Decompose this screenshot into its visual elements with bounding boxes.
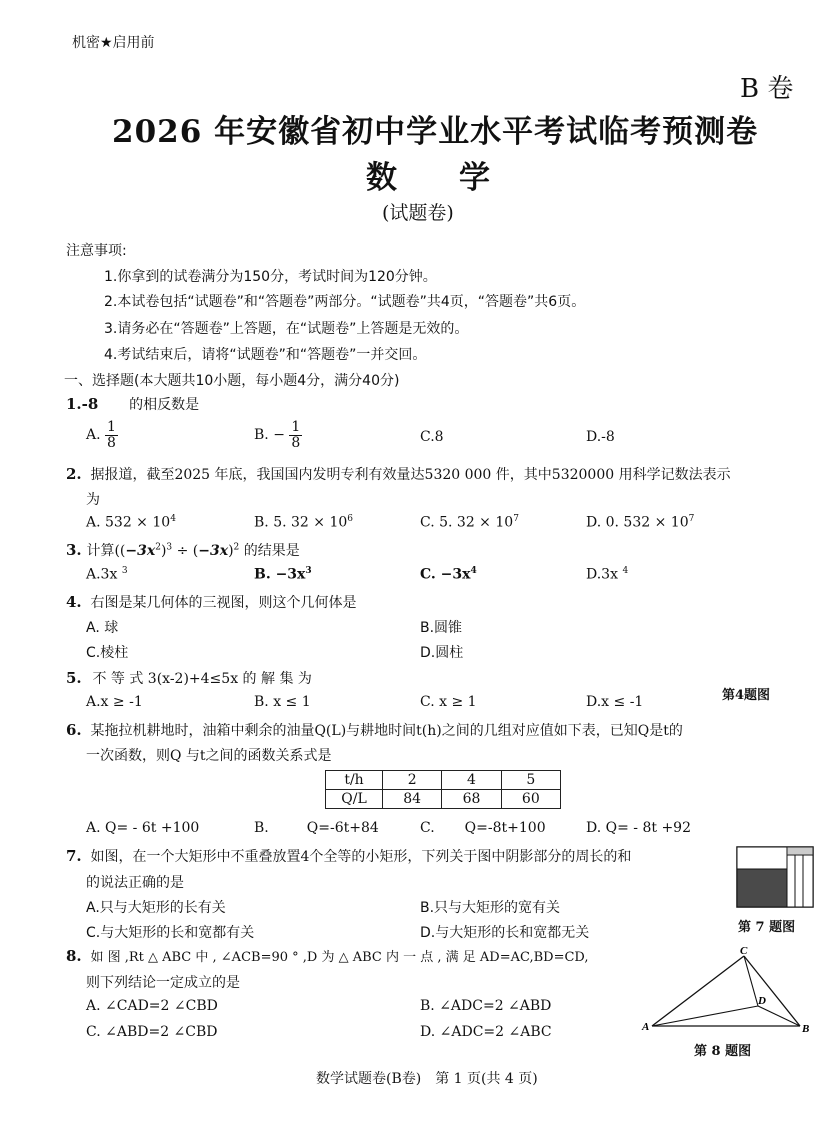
question-stem: 某拖拉机耕地时，油箱中剩余的油量Q(L)与耕地时间t(h)之间的几组对应值如下表，已知Q是t的 — [90, 723, 683, 739]
option-c[interactable]: C. Q=-8t+100 — [420, 820, 546, 836]
question-stem-cont: 则下列结论一定成立的是 — [86, 975, 240, 991]
question-stem-cont: 为 — [86, 492, 100, 508]
question-number: 4. — [66, 593, 82, 611]
option-c[interactable]: C.8 — [420, 429, 444, 445]
notice-item: 4.考试结束后，请将“试题卷”和“答题卷”一并交回。 — [104, 347, 427, 363]
question-1 — [66, 394, 199, 414]
question-stem: 如 图 ,Rt △ ABC 中 , ∠ACB=90 ° ,D 为 △ ABC 内 一 点 , 满 足 AD=AC,BD=CD, — [90, 950, 589, 965]
question-5 — [66, 668, 312, 688]
option-a[interactable]: A.只与大矩形的长有关 — [86, 900, 226, 916]
figure-7-rectangles — [736, 846, 814, 908]
notice-item: 3.请务必在“答题卷”上答题，在“试题卷”上答题是无效的。 — [104, 321, 469, 337]
question-stem-cont: 一次函数，则Q 与t之间的函数关系式是 — [86, 748, 332, 764]
section-heading: 一、选择题(本大题共10小题，每小题4分，满分40分) — [64, 373, 400, 389]
subtitle: (试题卷) — [382, 202, 454, 224]
question-stem-cont: 的说法正确的是 — [86, 875, 184, 891]
question-number: 8. — [66, 947, 82, 965]
notice-item: 2.本试卷包括“试题卷”和“答题卷”两部分。“试题卷”共4页，“答题卷”共6页。 — [104, 294, 586, 310]
option-d[interactable]: D.3x $^4$ — [586, 566, 629, 583]
option-a[interactable]: A.x ≥ -1 — [86, 694, 143, 710]
table-cell: 5 — [501, 771, 560, 790]
question-3 — [66, 540, 300, 560]
data-table — [325, 770, 561, 809]
option-b[interactable]: B.只与大矩形的宽有关 — [420, 900, 561, 916]
question-number: 7. — [66, 847, 82, 865]
notice-item: 1.你拿到的试卷满分为150分，考试时间为120分钟。 — [104, 269, 437, 285]
question-7 — [66, 846, 631, 866]
question-6 — [66, 720, 683, 740]
option-c[interactable]: C.与大矩形的长和宽都有关 — [86, 925, 255, 941]
question-stem: 计算($(-3x^2)^3 \div (-3x)^2$ 的结果是 — [86, 542, 300, 559]
question-stem: 据报道，截至2025 年底，我国国内发明专利有效量达5320 000 件，其中5320000 用科学记数法表示 — [90, 467, 731, 483]
option-b[interactable]: B. x ≤ 1 — [254, 694, 311, 710]
table-cell: 4 — [442, 771, 501, 790]
option-a[interactable]: A. ∠CAD=2 ∠CBD — [86, 998, 218, 1014]
table-cell: 60 — [501, 790, 560, 809]
option-b[interactable]: B. 5. $32 \times 10^6$ — [254, 514, 353, 531]
question-number: 6. — [66, 721, 82, 739]
table-cell: t/h — [326, 771, 383, 790]
table-row — [326, 771, 561, 790]
volume-label: B 卷 — [740, 74, 794, 104]
option-d[interactable]: D.-8 — [586, 429, 615, 445]
option-a[interactable]: A. 球 — [86, 620, 119, 636]
option-c[interactable]: C. x ≥ 1 — [420, 694, 477, 710]
option-b[interactable]: B. $-3x^3$ — [254, 566, 312, 583]
confidential-label: 机密★启用前 — [72, 35, 155, 51]
page-footer: 数学试题卷(B卷) 第 1 页(共 4 页) — [316, 1071, 538, 1087]
vertex-label-b: B — [802, 1023, 810, 1034]
vertex-label-d: D — [758, 995, 766, 1007]
figure-4-caption: 第4题图 — [722, 688, 771, 703]
question-4 — [66, 592, 356, 612]
table-cell: 2 — [383, 771, 442, 790]
table-cell: Q/L — [326, 790, 383, 809]
option-a[interactable]: A.3x $^3$ — [86, 566, 128, 583]
question-number: 5. — [66, 669, 82, 687]
option-c[interactable]: C.棱柱 — [86, 645, 129, 661]
option-d[interactable]: D. ∠ADC=2 ∠ABC — [420, 1024, 552, 1040]
question-stem: 不 等 式 3(x-2)+4≤5x 的 解 集 为 — [92, 671, 312, 687]
option-c[interactable]: C. 5. $32 \times 10^7$ — [420, 514, 519, 531]
vertex-label-c: C — [740, 945, 748, 957]
notice-heading: 注意事项: — [66, 243, 127, 259]
option-b[interactable]: B.圆锥 — [420, 620, 463, 636]
figure-8-triangle — [640, 944, 820, 1034]
question-stem: 如图，在一个大矩形中不重叠放置4个全等的小矩形，下列关于图中阴影部分的周长的和 — [90, 849, 632, 865]
option-b[interactable]: B. Q=-6t+84 — [254, 820, 379, 836]
figure-7-caption: 第 7 题图 — [738, 920, 796, 935]
option-b[interactable]: B. ∠ADC=2 ∠ABD — [420, 998, 552, 1014]
figure-8-caption: 第 8 题图 — [694, 1044, 752, 1059]
subject-title: 数 学 — [366, 160, 490, 196]
option-d[interactable]: D.x ≤ -1 — [586, 694, 644, 710]
table-cell: 68 — [442, 790, 501, 809]
option-d[interactable]: D. Q= - 8t +92 — [586, 820, 691, 836]
option-d[interactable]: D.圆柱 — [420, 645, 464, 661]
page-title: 2026 年安徽省初中学业水平考试临考预测卷 — [112, 114, 759, 150]
table-row — [326, 790, 561, 809]
vertex-label-a: A — [642, 1021, 650, 1033]
question-8 — [66, 946, 589, 965]
option-c[interactable]: C. ∠ABD=2 ∠CBD — [86, 1024, 218, 1040]
option-d[interactable]: D. 0. $532 \times 10^7$ — [586, 514, 695, 531]
option-b[interactable]: B. − $\frac{1}{8}$ — [254, 419, 301, 451]
question-number: 1.-8 — [66, 395, 99, 413]
option-d[interactable]: D.与大矩形的长和宽都无关 — [420, 925, 590, 941]
option-c[interactable]: C. $-3x^4$ — [420, 566, 477, 583]
option-a[interactable]: A. $532 \times 10^4$ — [86, 514, 176, 531]
option-a[interactable]: A. $\frac{1}{8}$ — [86, 419, 116, 451]
option-a[interactable]: A. Q= - 6t +100 — [86, 820, 200, 836]
question-number: 3. — [66, 541, 82, 559]
question-stem: 的相反数是 — [129, 397, 200, 413]
question-2 — [66, 464, 731, 484]
question-number: 2. — [66, 465, 82, 483]
question-stem: 右图是某几何体的三视图，则这个几何体是 — [90, 595, 357, 611]
table-cell: 84 — [383, 790, 442, 809]
